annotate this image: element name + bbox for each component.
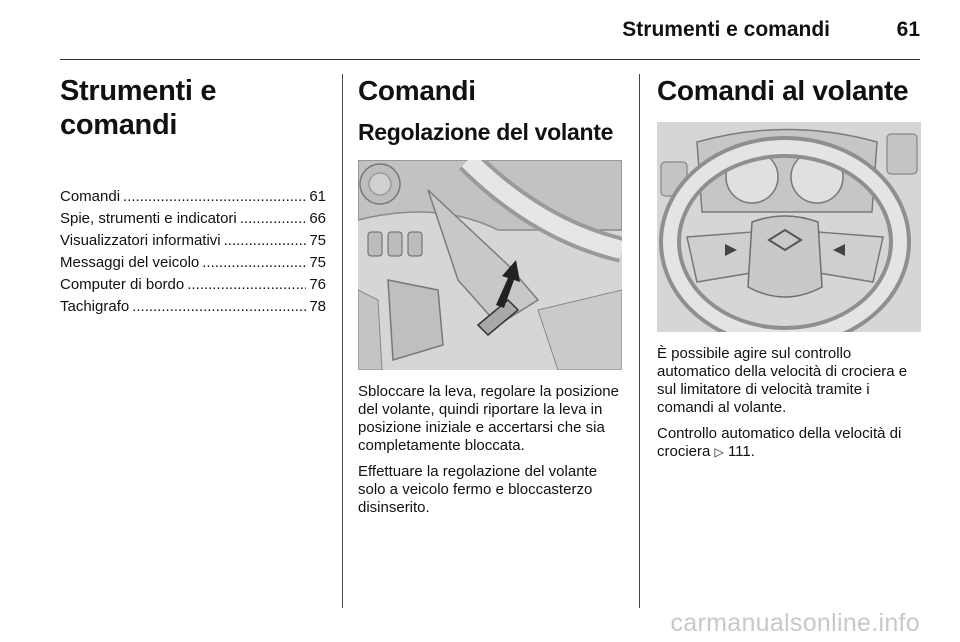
header-divider [60, 59, 920, 60]
page-reference[interactable]: 111. [727, 443, 755, 460]
page-number: 61 [896, 18, 920, 41]
toc-entry[interactable] [60, 252, 326, 274]
steering-adjustment-illustration [358, 160, 622, 370]
steering-wheel-drawing [657, 122, 921, 332]
toc-entry-label: Spie, strumenti e indicatori [60, 210, 237, 227]
chapter-title: Strumenti e comandi [60, 75, 217, 141]
toc-leader-dots [202, 252, 306, 274]
toc-entry-label: Computer di bordo [60, 276, 185, 293]
toc-leader-dots [224, 230, 307, 252]
toc-entry-label: Tachigrafo [60, 298, 130, 315]
subsection-title: Regolazione del volante [358, 119, 614, 145]
paragraph: Sbloccare la leva, regolare la posizione del volante, quindi riportare la leva in posizione iniziale e accertarsi che sia completamente bloccata. [358, 383, 619, 454]
toc-entry-label: Visualizzatori informativi [60, 232, 221, 249]
steering-adjustment-text [358, 383, 622, 517]
toc-entry-page: 66 [309, 210, 326, 227]
toc-entry-page: 76 [309, 276, 326, 293]
paragraph [657, 425, 921, 461]
toc-leader-dots [123, 186, 306, 208]
page-reference-icon: ▷ [714, 445, 724, 459]
toc-entry-page: 75 [309, 232, 326, 249]
column-contents [60, 74, 326, 318]
table-of-contents [60, 186, 326, 318]
toc-entry-page: 61 [309, 188, 326, 205]
toc-entry[interactable] [60, 186, 326, 208]
column-divider [342, 74, 343, 608]
paragraph: Effettuare la regolazione del volante solo a veicolo fermo e bloccasterzo disinserito. [358, 463, 598, 516]
section-title: Comandi al volante [657, 75, 909, 106]
column-comandi-al-volante [657, 74, 921, 469]
toc-entry[interactable] [60, 296, 326, 318]
toc-leader-dots [187, 274, 306, 296]
toc-entry-page: 78 [309, 298, 326, 315]
column-comandi [358, 74, 622, 525]
toc-entry[interactable] [60, 230, 326, 252]
toc-leader-dots [240, 208, 307, 230]
running-header-title: Strumenti e comandi [622, 18, 830, 41]
toc-entry-label: Messaggi del veicolo [60, 254, 200, 271]
toc-entry[interactable] [60, 208, 326, 230]
steering-controls-text [657, 345, 921, 461]
section-title: Comandi [358, 75, 476, 106]
toc-entry[interactable] [60, 274, 326, 296]
column-divider [639, 74, 640, 608]
steering-wheel-controls-illustration [657, 122, 921, 332]
watermark: carmanualsonline.info [670, 609, 920, 637]
paragraph: È possibile agire sul controllo automatico della velocità di crociera e sul limitatore di velocità tramite i comandi al volante. [657, 345, 908, 416]
toc-entry-page: 75 [309, 254, 326, 271]
toc-entry-label: Comandi [60, 188, 121, 205]
paragraph-text: Controllo automatico della velocità di crociera [657, 425, 902, 460]
toc-leader-dots [132, 296, 306, 318]
steering-lever-drawing [358, 160, 622, 370]
